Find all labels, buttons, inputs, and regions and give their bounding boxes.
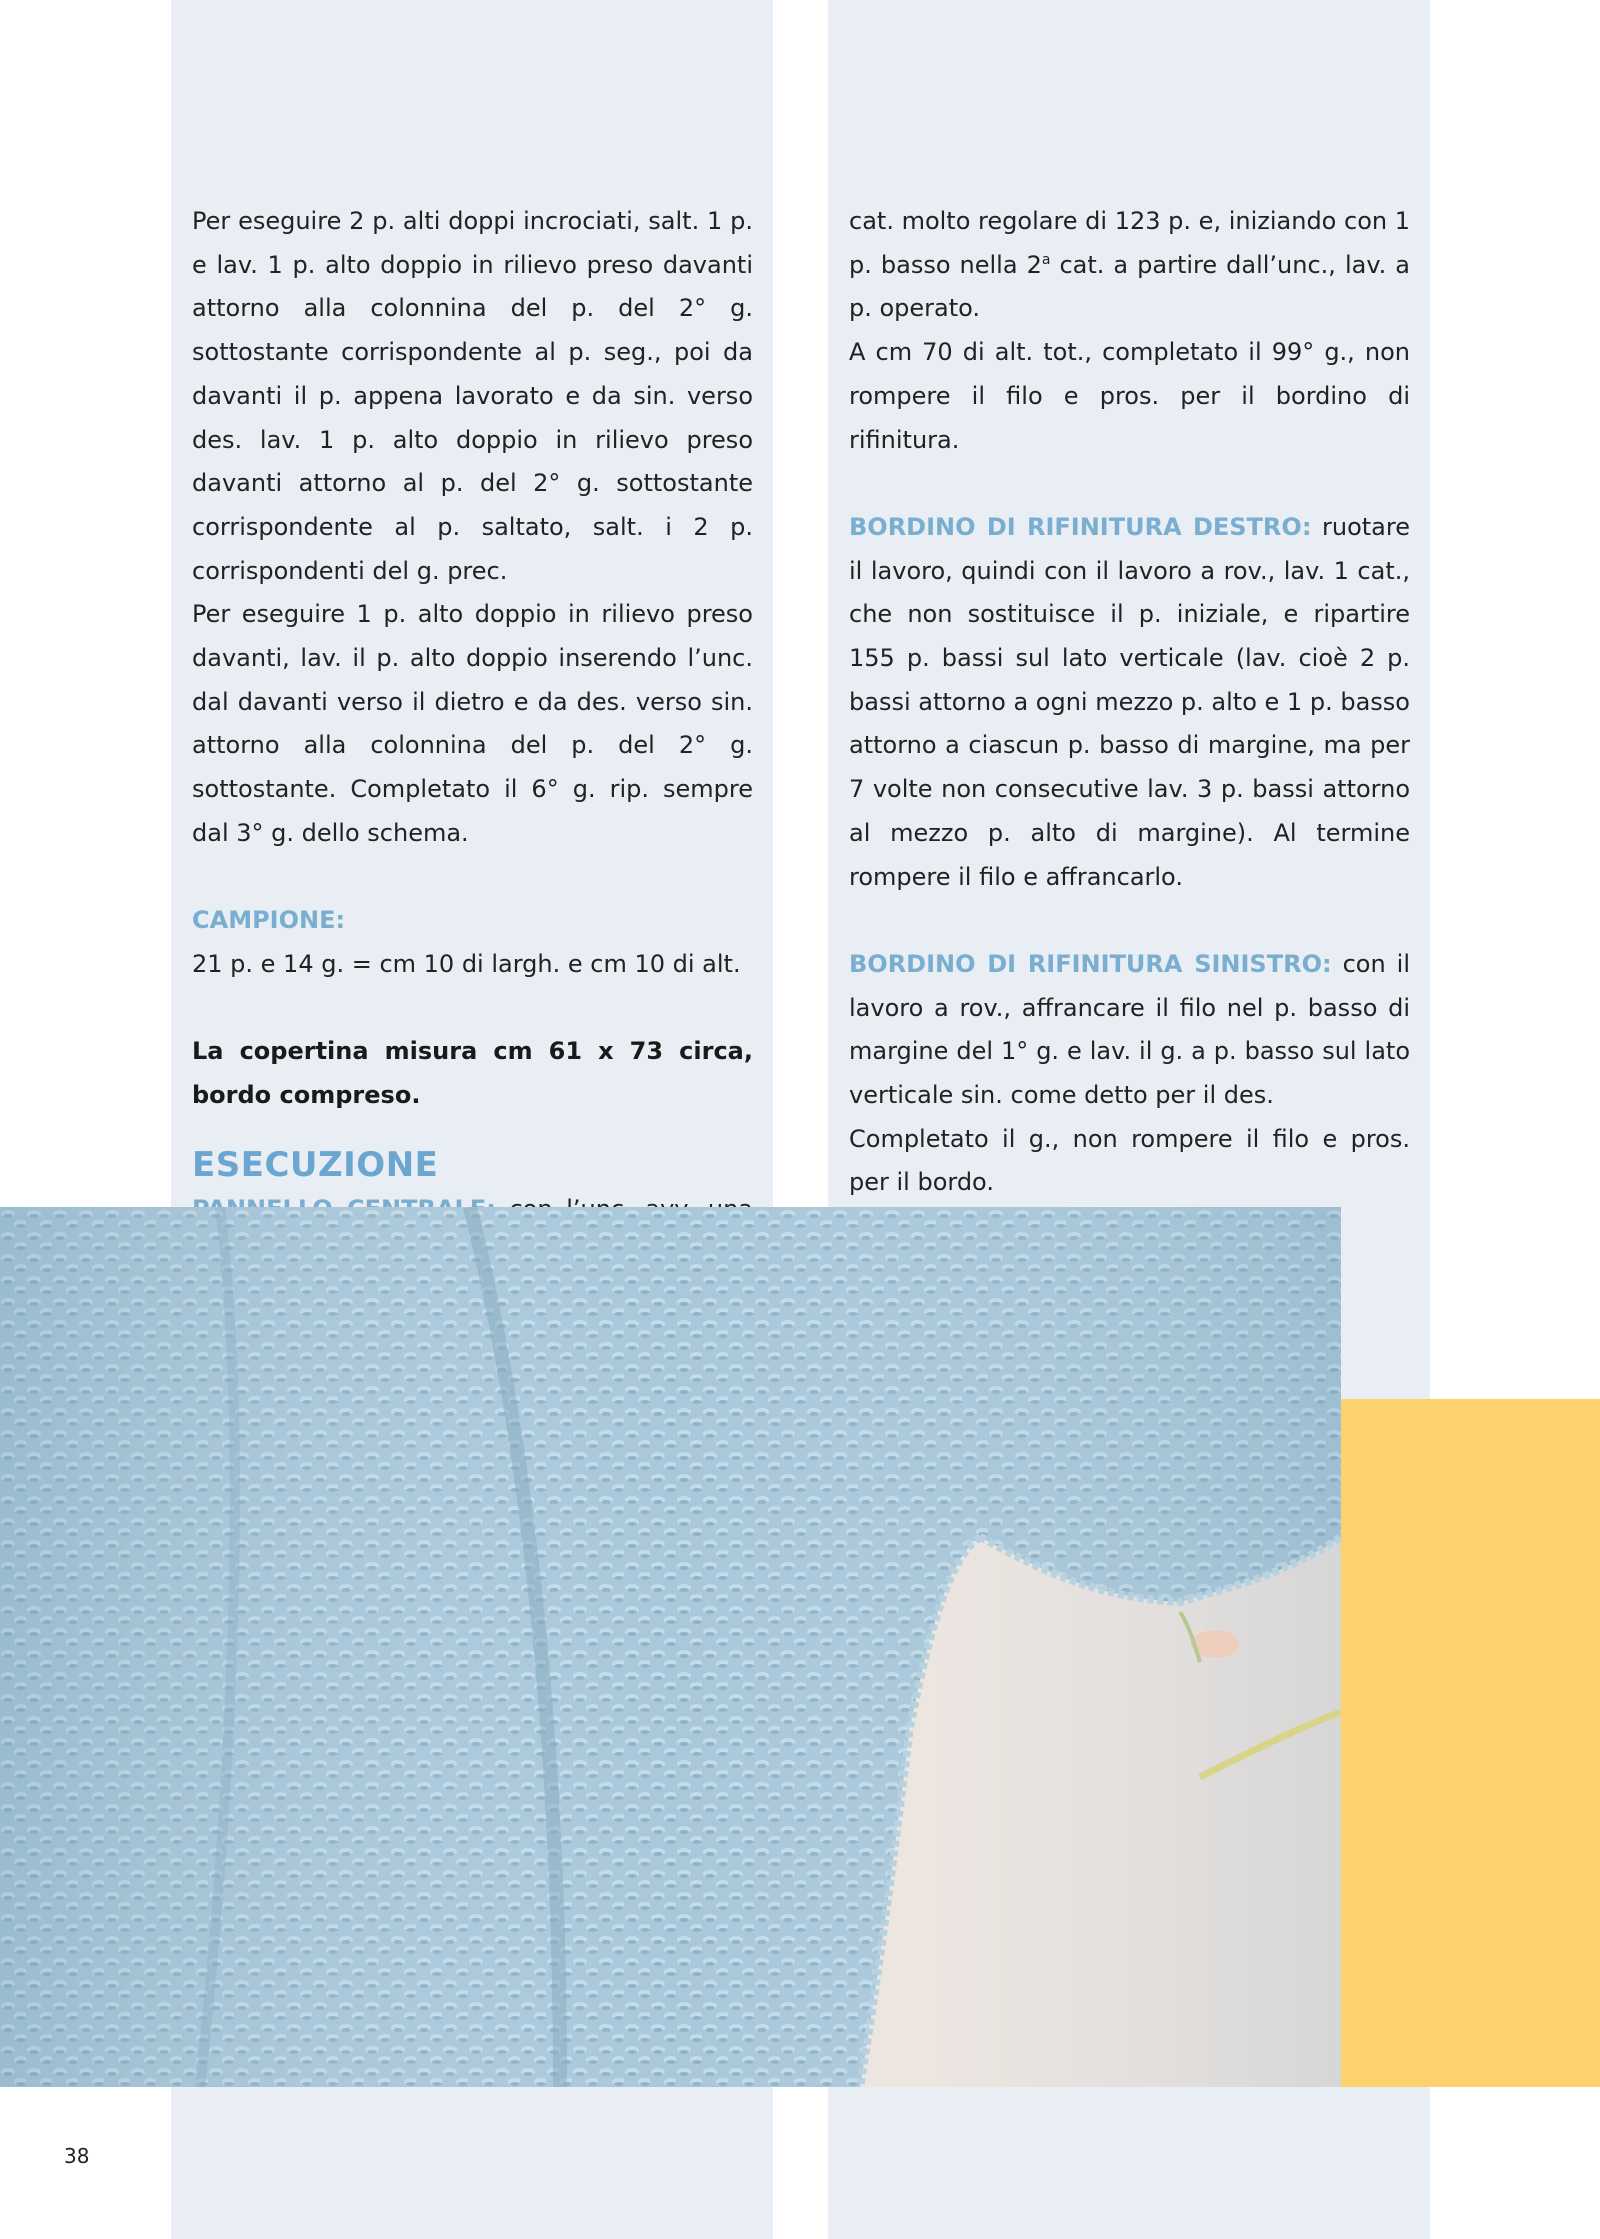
bordino-destro-paragraph: BORDINO DI RIFINITURA DESTRO: ruotare il lavoro, quindi con il lavoro a rov., lav. 1 cat., che non sostituisce il p. iniziale, e ripartire 155 p. bassi sul lato verticale (lav. cioè 2 p. bassi attorno a ogni mezzo p. alto e 1 p. basso attorno a ciascun p. basso di margine, ma per 7 volte non consecutive lav. 3 p. bassi attorno al mezzo p. alto di margine). Al termine rompere il filo e affrancarlo. <box>849 512 1410 891</box>
stitch-instructions-paragraph: Per eseguire 2 p. alti doppi incrociati, salt. 1 p. e lav. 1 p. alto doppio in rilievo preso davanti attorno alla colonnina del p. del 2° g. sottostante corrispondente al p. seg., poi da davanti il p. appena lavorato e da sin. verso des. lav. 1 p. alto doppio in rilievo preso davanti attorno al p. del 2° g. sottostante corrispondente al p. saltato, salt. i 2 p. corrispondenti del g. prec. <box>192 207 753 585</box>
campione-heading: CAMPIONE: <box>192 906 346 935</box>
final-paragraph: Completato il g., non rompere il filo e pros. per il bordo. <box>849 1124 1410 1197</box>
pannello-continuation-paragraph: cat. molto regolare di 123 p. e, iniziando con 1 p. basso nella 2$^a$ cat. a partire dall’unc., lav. a p. operato. <box>849 207 1411 323</box>
bordino-sinistro-paragraph: BORDINO DI RIFINITURA SINISTRO: con il lavoro a rov., affrancare il filo nel p. basso di margine del 1° g. e lav. il g. a p. basso sul lato verticale sin. come detto per il des. <box>849 949 1410 1110</box>
page-number: 38 <box>64 2144 90 2168</box>
bordino-sinistro-label: BORDINO DI RIFINITURA SINISTRO: <box>849 949 1332 978</box>
bordino-destro-label: BORDINO DI RIFINITURA DESTRO: <box>849 512 1312 541</box>
size-note: La copertina misura cm 61 x 73 circa, bordo compreso. <box>192 1037 753 1110</box>
yellow-accent-block <box>1341 1399 1600 2087</box>
campione-text: 21 p. e 14 g. = cm 10 di largh. e cm 10 di alt. <box>192 949 741 978</box>
altezza-paragraph: A cm 70 di alt. tot., completato il 99° g., non rompere il filo e pros. per il bordino di rifinitura. <box>849 338 1410 454</box>
section-title-esecuzione: ESECUZIONE <box>192 1144 439 1185</box>
right-text-column <box>849 200 1410 1205</box>
relief-stitch-paragraph: Per eseguire 1 p. alto doppio in rilievo preso davanti, lav. il p. alto doppio inserendo l’unc. dal davanti verso il dietro e da des. verso sin. attorno alla colonnina del p. del 2° g. sottostante. Completato il 6° g. rip. sempre dal 3° g. dello schema. <box>192 600 753 847</box>
crochet-blanket-photo <box>0 1207 1341 2087</box>
left-text-column <box>192 200 753 1231</box>
